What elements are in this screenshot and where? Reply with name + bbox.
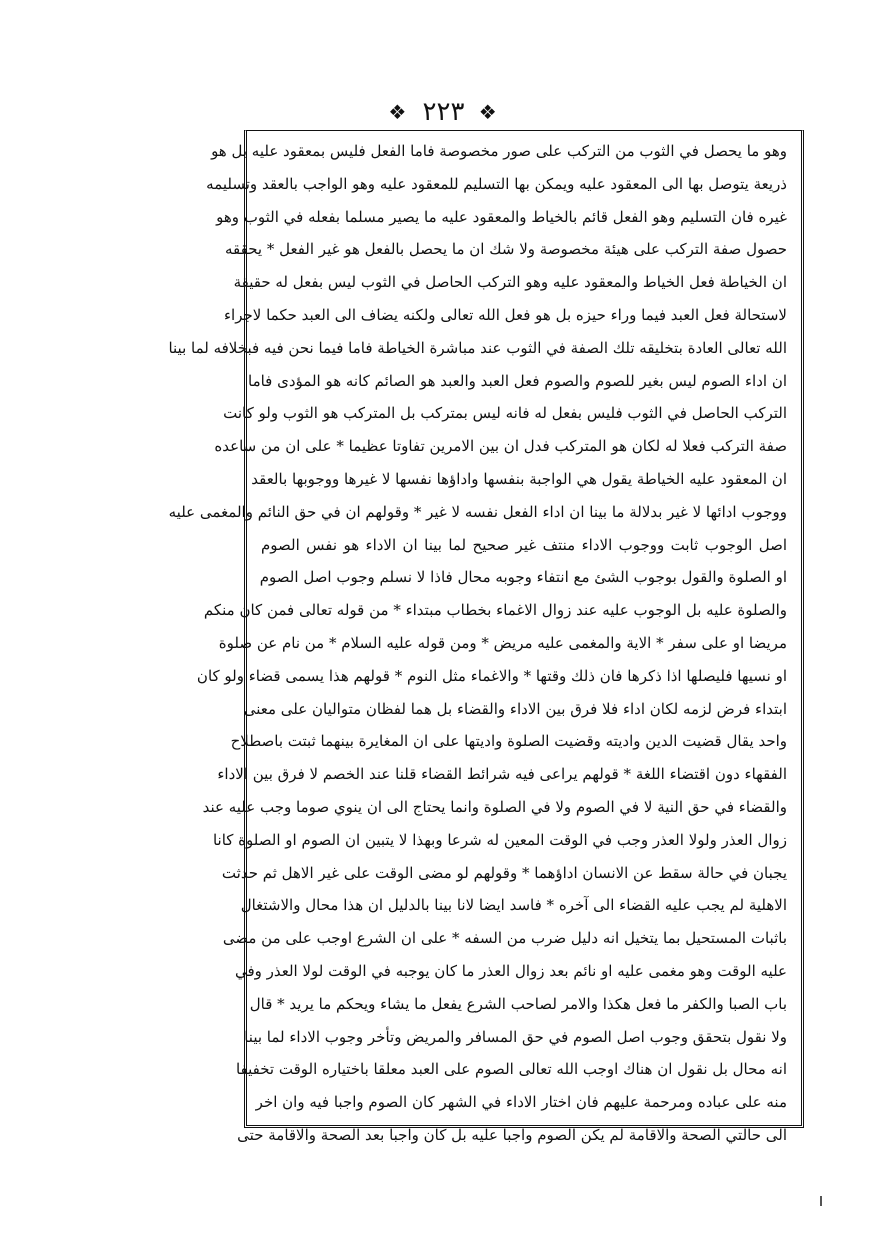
- text-line: الله تعالى العادة بتخليقه تلك الصفة في الثوب عند مباشرة الخياطة فاما فيما نحن فيه فبخلافه لما بينا: [168, 338, 787, 357]
- text-frame: [168, 130, 804, 1144]
- text-line: الفقهاء دون اقتضاء اللغة * قولهم يراعى فيه شرائط القضاء قلنا عند الخصم لا فرق بين الاداء: [217, 765, 787, 784]
- text-line: ان الخياطة فعل الخياط والمعقود عليه وهو التركب الحاصل في الثوب ليس بفعل له حقيقة: [233, 273, 787, 292]
- text-line: والصلوة عليه بل الوجوب عليه عند زوال الاغماء بخطاب مبتداء * من قوله تعالى فمن كان منكم: [203, 601, 787, 620]
- text-line: يجبان في حالة سقط عن الانسان اداؤهما * وقولهم لو مضى الوقت على غير الاهل ثم حدثت: [221, 863, 787, 882]
- text-line: وهو ما يحصل في الثوب من التركب على صور مخصوصة فاما الفعل فليس بمعقود عليه بل هو: [211, 142, 787, 160]
- text-line: باثبات المستحيل بما يتخيل انه دليل ضرب من السفه * على ان الشرع اوجب على من مضى: [222, 929, 787, 948]
- text-line: حصول صفة التركب على هيئة مخصوصة ولا شك ان ما يحصل بالفعل هو غير الفعل * يحققه: [225, 240, 787, 259]
- text-line: ذريعة يتوصل بها الى المعقود عليه ويمكن بها التسليم للمعقود عليه وهو الواجب بالعقد وتسليمه: [206, 174, 787, 193]
- text-line: منه على عباده ومرحمة عليهم فان اختار الاداء في الشهر كان الصوم واجبا فيه وان اخر: [255, 1093, 787, 1112]
- text-line: عليه الوقت وهو مغمى عليه او نائم بعد زوال العذر ما كان يوجبه في الوقت لولا العذر وفي: [234, 961, 787, 980]
- text-line: باب الصبا والكفر ما فعل هكذا والامر لصاحب الشرع يفعل ما يشاء ويحكم ما يريد * قال: [249, 994, 787, 1013]
- text-line: اصل الوجوب ثابت ووجوب الاداء منتف غير صحيح لما بينا ان الاداء هو نفس الصوم: [261, 535, 787, 554]
- text-line: لاستحالة فعل العبد فيما وراء حيزه بل هو فعل الله تعالى ولكنه يضاف الى العبد حكما لاجراء: [224, 305, 787, 324]
- text-line: زوال العذر ولولا العذر وجب في الوقت المعين له شرعا وبهذا لا يتبين ان الصوم او الصلوة كانا: [212, 830, 787, 849]
- page-number: ٢٢٣: [422, 97, 465, 127]
- text-line: الى حالتي الصحة والاقامة لم يكن الصوم واجبا عليه بل كان واجبا بعد الصحة والاقامة حتى: [237, 1125, 787, 1144]
- left-ornament-icon: ❖: [388, 100, 409, 124]
- stray-mark: [820, 1196, 822, 1206]
- text-line: صفة التركب فعلا له لكان هو المتركب فدل ان بين الامرين تفاوتا عظيما * على ان من ساعده: [214, 437, 787, 456]
- right-ornament-icon: ❖: [478, 100, 499, 124]
- text-line: انه محال بل نقول ان هناك اوجب الله تعالى الصوم على العبد معلقا باختياره الوقت تخفيفا: [235, 1060, 787, 1079]
- text-line: مريضا او على سفر * الاية والمغمى عليه مريض * ومن قوله عليه السلام * من نام عن صلوة: [218, 633, 787, 652]
- text-line: ابتداء فرض لزمه لكان اداء فلا فرق بين الاداء والقضاء بل هما لفظان متواليان على معنى: [243, 699, 787, 718]
- text-line: ولا نقول بتحقق وجوب اصل الصوم في حق المسافر والمريض وتأخر وجوب الاداء لما بينا: [244, 1027, 787, 1046]
- text-line: التركب الحاصل في الثوب فليس بفعل له فانه ليس بمتركب بل المتركب هو الثوب ولو كانت: [223, 404, 787, 423]
- text-line: والقضاء في حق النية لا في الصوم ولا في الصلوة وانما يحتاج الى ان ينوي صوما وجب عليه عند: [202, 797, 787, 816]
- text-line: الاهلية لم يجب عليه القضاء الى آخره * فاسد ايضا لانا بينا بالدليل ان هذا محال والاشتغال: [240, 896, 787, 915]
- page-header: [0, 96, 887, 127]
- text-line: واحد يقال قضيت الدين واديته وقضيت الصلوة واديتها على ان المغايرة بينهما ثبتت باصطلاح: [230, 732, 787, 751]
- text-line: غيره فان التسليم وهو الفعل قائم بالخياط والمعقود عليه ما يصير مسلما بفعله في الثوب وهو: [216, 207, 787, 226]
- text-line: او الصلوة والقول بوجوب الشئ مع انتفاء وجوبه محال فاذا لا نسلم وجوب اصل الصوم: [259, 568, 787, 587]
- text-line: ان اداء الصوم ليس بغير للصوم والصوم فعل العبد والعبد هو الصائم كانه هو المؤدى فاما: [248, 371, 787, 390]
- text-body: [168, 135, 787, 1152]
- text-line: ووجوب ادائها لا غير بدلالة ما بينا ان اداء الفعل نفسه لا غير * وقولهم ان في حق النائم والمغمى عليه: [168, 502, 787, 521]
- text-line: ان المعقود عليه الخياطة يقول هي الواجبة بنفسها واداؤها نفسها لا غيرها ووجوبها بالعقد: [251, 469, 787, 488]
- text-line: او نسيها فليصلها اذا ذكرها فان ذلك وقتها * والاغماء مثل النوم * قولهم هذا يسمى قضاء ولو كان: [196, 666, 787, 685]
